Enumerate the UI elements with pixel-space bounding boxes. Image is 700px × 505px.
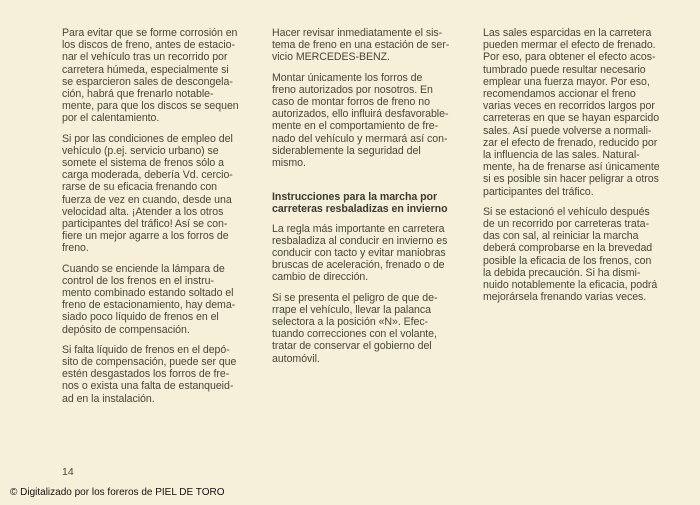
- text-column-middle: [272, 27, 474, 373]
- text-column-left: [62, 27, 262, 413]
- paragraph-brake-linings: Montar únicamente los forros de freno autorizados por nosotros. En caso de montar forros de freno no autorizados, ello influirá desfavorable- mente en el comportamiento de fre- nado del vehículo y mermará así con- siderablemente la seguridad del mismo.: [272, 71, 449, 170]
- text-column-right: [483, 27, 683, 311]
- paragraph-road-salt: Las sales esparcidas en la carretera pueden mermar el efecto de frenado. Por eso, para obtener el efecto acos- tumbrado puede resultar necesario emplear una fuerza mayor. Por eso, recomendamos accionar el freno varias veces en recorridos largos por carreteras en que se hayan esparcido sales. Así puede volverse a normali- zar el efecto de frenado, reducido por la influencia de las sales. Natural- mente, ha de frenarse así únicamente si es posible sin hacer peligrar a otros participantes del tráfico.: [483, 27, 660, 198]
- paragraph-moderate-load: Si por las condiciones de empleo del vehículo (p.ej. servicio urbano) se somete el sistema de frenos sólo a carga moderada, debería Vd. cercio- rarse de su eficacia frenando con fuerza de vez en cuando, desde una velocidad alta. ¡Atender a los otros participantes del tráfico! Así se con- fiere un mejor agarre a los forros de freno.: [62, 132, 233, 255]
- paragraph-brake-warning-lamp: Cuando se enciende la lámpara de control de los frenos en el instru- mento combinado estando soltado el freno de estacionamiento, hay dema- siado poco líquido de frenos en el depósito de compensación.: [62, 262, 236, 336]
- page-number: 14: [62, 466, 74, 478]
- paragraph-skid-danger: Si se presenta el peligro de que de- rrape el vehículo, llevar la palanca selectora a la posición «N». Efec- tuando correcciones con el volante, tratar de conservar el gobierno del automóvil.: [272, 291, 438, 365]
- paragraph-inspection: Hacer revisar inmediatamente el sis- tema de freno en una estación de ser- vicio MERCEDES-BENZ.: [272, 27, 450, 64]
- scan-credit: © Digitalizado por los foreros de PIEL DE TORO: [10, 487, 225, 498]
- paragraph-corrosion: Para evitar que se forme corrosión en los discos de freno, antes de estacio- nar el vehículo tras un recorrido por carretera húmeda, especialmente si se esparcieron sales de descongela- ción, habrá que frenarlo notable- mente, para que los discos se sequen por el calentamiento.: [62, 27, 239, 125]
- section-spacer: [272, 177, 474, 191]
- section-heading-winter: Instrucciones para la marcha por carreteras resbaladizas en invierno: [272, 191, 448, 216]
- paragraph-after-parking: Si se estacionó el vehículo después de un recorrido por carreteras trata- das con sal, al reiniciar la marcha deberá comprobarse en la brevedad posible la eficacia de los frenos, con la debida precaución. Si ha dismi- nuido notablemente la eficacia, podrá mejorársela frenando varias veces.: [483, 205, 658, 304]
- paragraph-main-rule: La regla más importante en carretera resbaladiza al conducir en invierno es conducir con tacto y evitar maniobras bruscas de aceleración, frenado o de cambio de dirección.: [272, 222, 448, 284]
- paragraph-fluid-missing: Si falta líquido de frenos en el depó- sito de compensación, puede ser que estén desgastados los forros de fre- nos o exista una falta de estanqueid- ad en la instalación.: [62, 343, 237, 405]
